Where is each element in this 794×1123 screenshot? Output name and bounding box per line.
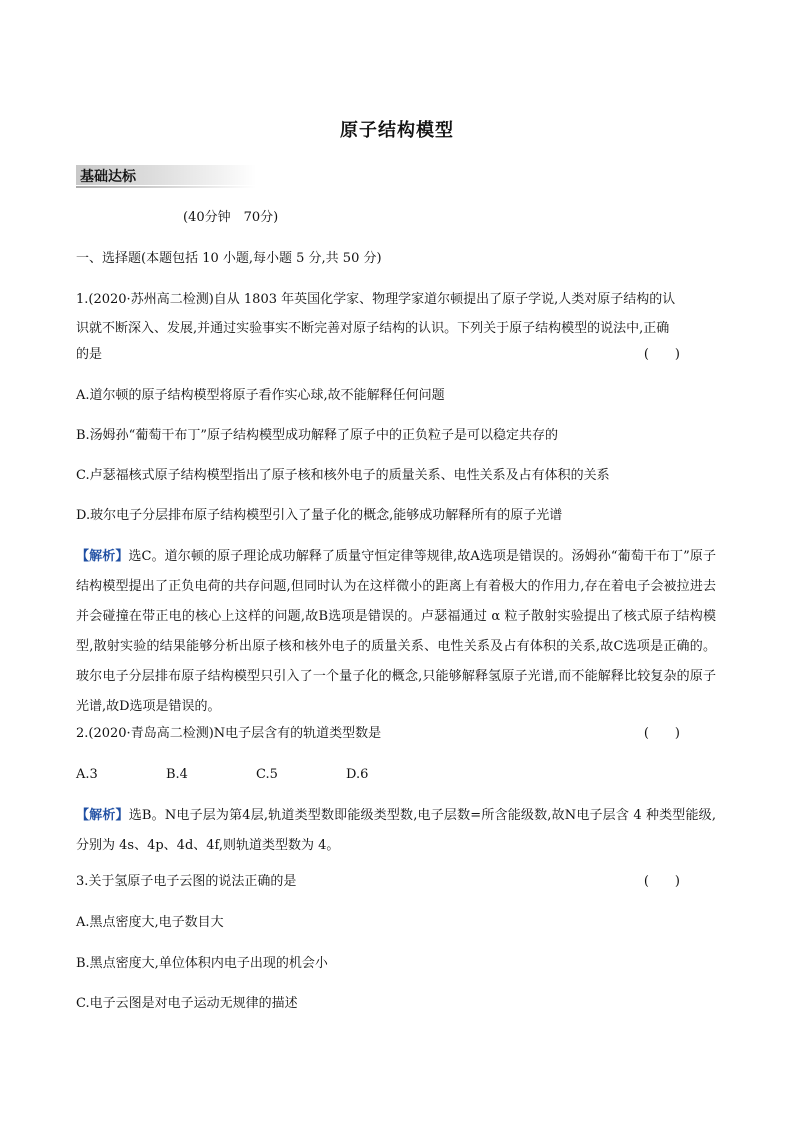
q1-stem-line-3 xyxy=(76,346,716,364)
q2-option-c: C.5 xyxy=(256,767,278,782)
q2-stem-text: 2.(2020·青岛高二检测)N电子层含有的轨道类型数是 xyxy=(76,726,382,741)
section-banner xyxy=(76,165,256,185)
q3-option-c: C.电子云图是对电子运动无规律的描述 xyxy=(76,996,298,1011)
q1-analysis-tag: 【解析】 xyxy=(76,549,129,564)
q3-stem-text: 3.关于氢原子电子云图的说法正确的是 xyxy=(76,874,297,889)
q1-stem-line-1: 1.(2020·苏州高二检测)自从 1803 年英国化学家、物理学家道尔顿提出了原子学说,人类对原子结构的认 xyxy=(76,292,676,307)
q1-option-c: C.卢瑟福核式原子结构模型指出了原子核和核外电子的质量关系、电性关系及占有体积的关系 xyxy=(76,468,610,483)
q1-answer-bracket: ( ) xyxy=(643,347,680,362)
q1-stem-text: 的是 xyxy=(76,347,103,362)
section-label: 基础达标 xyxy=(80,169,136,185)
q2-analysis xyxy=(76,801,716,861)
q3-option-a: A.黑点密度大,电子数目大 xyxy=(76,915,224,930)
q1-analysis xyxy=(76,542,716,722)
q2-option-d: D.6 xyxy=(346,767,369,782)
q2-option-a: A.3 xyxy=(76,767,98,782)
q2-analysis-text: 选B。N电子层为第4层,轨道类型数即能级类型数,电子层数=所含能级数,故N电子层含 4 种类型能级,分别为 4s、4p、4d、4f,则轨道类型数为 4。 xyxy=(76,808,716,853)
q1-option-a: A.道尔顿的原子结构模型将原子看作实心球,故不能解释任何问题 xyxy=(76,388,445,403)
q2-stem-line xyxy=(76,725,716,743)
q1-option-b: B.汤姆孙“葡萄干布丁”原子结构模型成功解释了原子中的正负粒子是可以稳定共存的 xyxy=(76,428,558,443)
q2-options-row xyxy=(76,766,436,784)
q1-stem-line-2: 识就不断深入、发展,并通过实验事实不断完善对原子结构的认识。下列关于原子结构模型的说法中,正确 xyxy=(76,321,670,336)
q2-option-b: B.4 xyxy=(166,767,188,782)
page-title: 原子结构模型 xyxy=(340,120,454,141)
q2-answer-bracket: ( ) xyxy=(643,726,680,741)
q3-option-b: B.黑点密度大,单位体积内电子出现的机会小 xyxy=(76,956,328,971)
q3-stem-line xyxy=(76,873,716,891)
q2-analysis-tag: 【解析】 xyxy=(76,808,129,823)
q3-answer-bracket: ( ) xyxy=(643,874,680,889)
q1-analysis-text: 选C。道尔顿的原子理论成功解释了质量守恒定律等规律,故A选项是错误的。汤姆孙“葡萄干布丁”原子结构模型提出了正负电荷的共存问题,但同时认为在这样微小的距离上有着极大的作用力,存在着电子会被拉进去并会碰撞在带正电的核心上这样的问题,故B选项是错误的。卢瑟福通过 α 粒子散射实验提出了核式原子结构模型,散射实验的结果能够分析出原子核和核外电子的质量关系、电性关系及占有体积的关系,故C选项是正确的。玻尔电子分层排布原子结构模型只引入了一个量子化的概念,只能够解释氢原子光谱,而不能解释比较复杂的原子光谱,故D选项是错误的。 xyxy=(76,549,716,714)
q1-option-d: D.玻尔电子分层排布原子结构模型引入了量子化的概念,能够成功解释所有的原子光谱 xyxy=(76,508,563,523)
part-heading: 一、选择题(本题包括 10 小题,每小题 5 分,共 50 分) xyxy=(76,251,382,266)
time-info: (40分钟 70分) xyxy=(183,210,279,225)
